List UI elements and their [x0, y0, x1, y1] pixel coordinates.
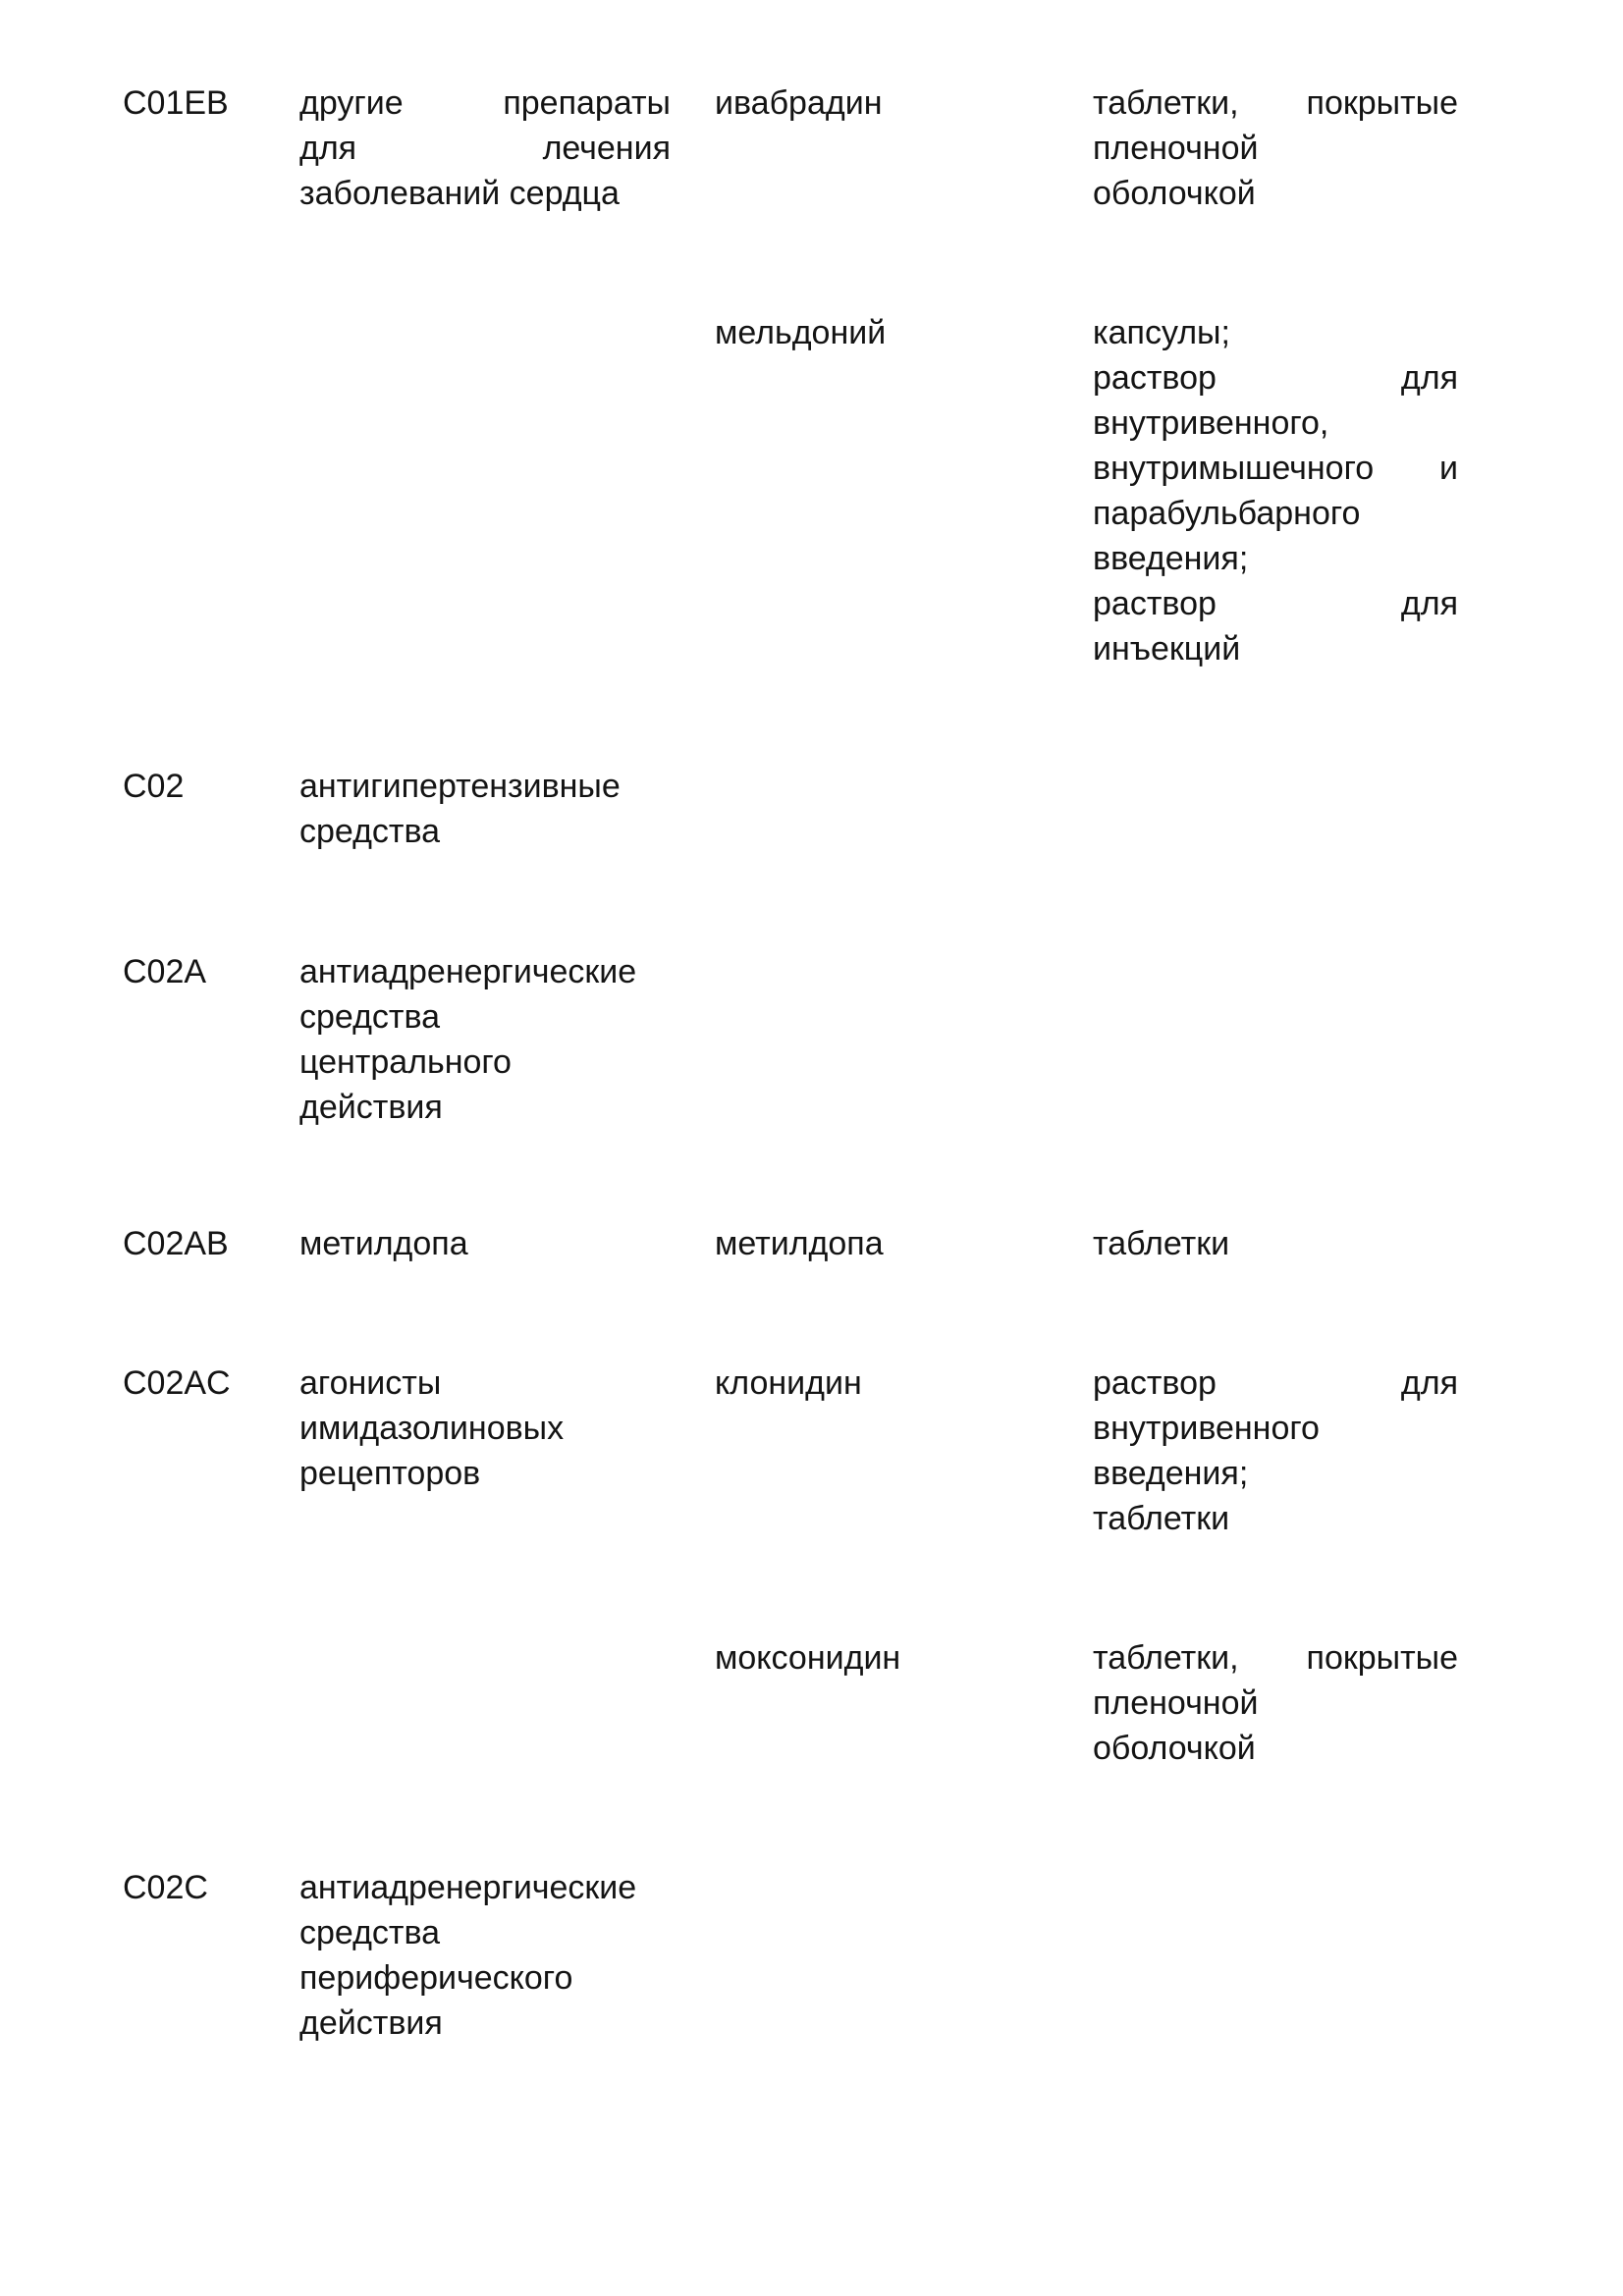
form-line: введения; — [1093, 540, 1249, 577]
group-line: средства — [299, 813, 441, 850]
form-line: таблетки — [1093, 1500, 1230, 1537]
group-line: метилдопа — [299, 1225, 468, 1262]
form-line: парабульбарного — [1093, 495, 1361, 532]
dosage-form — [1093, 310, 1458, 671]
group-line: периферического — [299, 1959, 573, 1997]
pharmacological-group — [299, 1361, 671, 1496]
form-line: инъекций — [1093, 630, 1241, 667]
form-line: раствор для — [1093, 585, 1458, 622]
group-line: антигипертензивные — [299, 768, 621, 805]
dosage-form — [1093, 1221, 1458, 1266]
dosage-form — [1093, 1361, 1458, 1541]
pharmacological-group — [299, 949, 671, 1130]
drug-name: ивабрадин — [715, 84, 883, 122]
group-line: заболеваний сердца — [299, 175, 620, 212]
group-line: другие препараты — [299, 84, 671, 122]
group-line: средства — [299, 998, 441, 1036]
drug-name: мельдоний — [715, 314, 887, 351]
form-line: таблетки — [1093, 1225, 1230, 1262]
form-line: внутривенного, — [1093, 404, 1329, 442]
group-line: антиадренергические — [299, 953, 637, 990]
pharmacological-group — [299, 764, 671, 854]
form-line: таблетки, покрытые — [1093, 1639, 1458, 1677]
drug-name: метилдопа — [715, 1225, 884, 1262]
group-line: действия — [299, 2004, 443, 2042]
pharmacological-group — [299, 1865, 671, 2046]
pharmacological-group — [299, 80, 671, 216]
form-line: внутривенного — [1093, 1410, 1320, 1447]
form-line: оболочкой — [1093, 175, 1256, 212]
group-line: средства — [299, 1914, 441, 1951]
form-line: пленочной — [1093, 1684, 1259, 1722]
group-line: имидазолиновых — [299, 1410, 565, 1447]
atc-code: C02A — [123, 953, 207, 990]
group-line: рецепторов — [299, 1455, 481, 1492]
form-line: пленочной — [1093, 130, 1259, 167]
pharmacological-group — [299, 1221, 671, 1266]
form-line: капсулы; — [1093, 314, 1230, 351]
form-line: введения; — [1093, 1455, 1249, 1492]
drug-name: моксонидин — [715, 1639, 901, 1677]
group-line: для лечения — [299, 130, 671, 167]
group-line: агонисты — [299, 1364, 442, 1402]
group-line: действия — [299, 1089, 443, 1126]
group-line: центрального — [299, 1043, 512, 1081]
atc-code: C02AB — [123, 1225, 229, 1262]
drug-name: клонидин — [715, 1364, 862, 1402]
form-line: раствор для — [1093, 1364, 1458, 1402]
atc-code: C02C — [123, 1869, 208, 1906]
form-line: таблетки, покрытые — [1093, 84, 1458, 122]
dosage-form — [1093, 1635, 1458, 1771]
form-line: оболочкой — [1093, 1730, 1256, 1767]
form-line: раствор для — [1093, 359, 1458, 397]
group-line: антиадренергические — [299, 1869, 637, 1906]
atc-code: C02 — [123, 768, 185, 805]
form-line: внутримышечного и — [1093, 450, 1458, 487]
atc-code: C01EB — [123, 84, 229, 122]
dosage-form — [1093, 80, 1458, 216]
atc-code: C02AC — [123, 1364, 231, 1402]
